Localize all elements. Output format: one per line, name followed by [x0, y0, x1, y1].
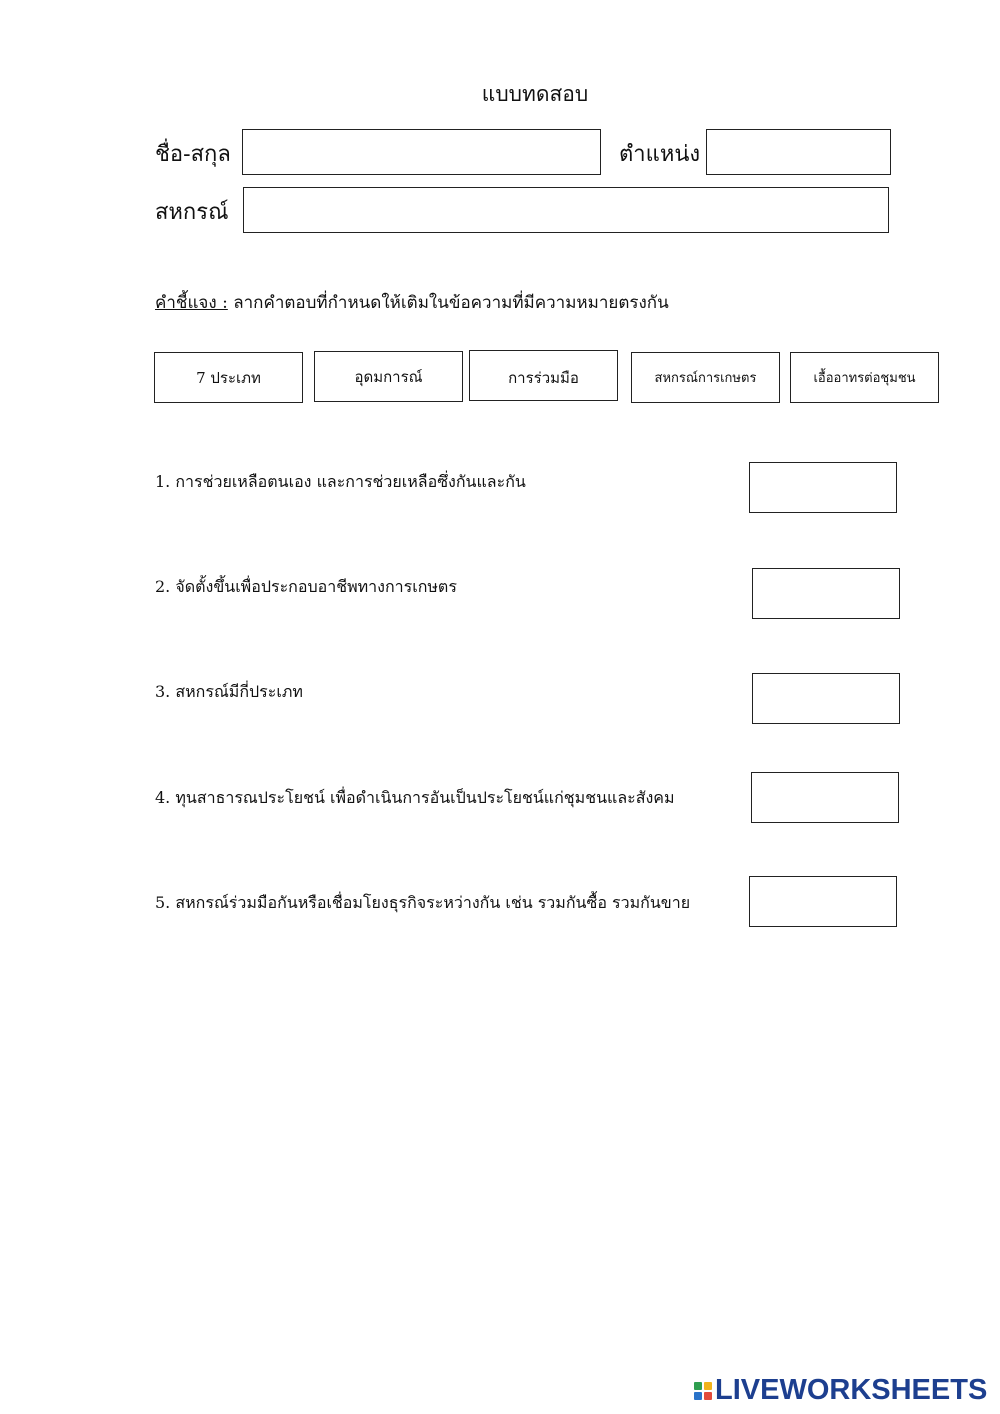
question-4: 4. ทุนสาธารณประโยชน์ เพื่อดำเนินการอันเป็นประโยชน์แก่ชุมชนและสังคม [155, 788, 675, 807]
choice-7-types[interactable]: 7 ประเภท [154, 352, 303, 403]
answer-drop-3[interactable] [752, 673, 900, 724]
page-title: แบบทดสอบ [481, 82, 589, 106]
question-2: 2. จัดตั้งขึ้นเพื่อประกอบอาชีพทางการเกษตร [155, 577, 457, 596]
coop-field[interactable] [243, 187, 889, 233]
position-field[interactable] [706, 129, 891, 175]
name-label: ชื่อ-สกุล [155, 142, 231, 167]
question-3: 3. สหกรณ์มีกี่ประเภท [155, 682, 303, 701]
name-field[interactable] [242, 129, 601, 175]
position-label: ตำแหน่ง [619, 142, 701, 167]
answer-drop-2[interactable] [752, 568, 900, 619]
answer-drop-5[interactable] [749, 876, 897, 927]
instruction-prefix: คำชี้แจง : [155, 293, 228, 313]
choice-community-care[interactable]: เอื้ออาทรต่อชุมชน [790, 352, 939, 403]
logo-square [704, 1392, 712, 1400]
liveworksheets-logo [694, 1374, 987, 1407]
logo-square [694, 1392, 702, 1400]
choice-ideology[interactable]: อุดมการณ์ [314, 351, 463, 402]
question-1: 1. การช่วยเหลือตนเอง และการช่วยเหลือซึ่งกันและกัน [155, 472, 526, 491]
logo-square [704, 1382, 712, 1390]
instruction [155, 289, 669, 316]
answer-drop-4[interactable] [751, 772, 899, 823]
logo-text: LIVEWORKSHEETS [715, 1374, 988, 1406]
question-5: 5. สหกรณ์ร่วมมือกันหรือเชื่อมโยงธุรกิจระหว่างกัน เช่น รวมกันซื้อ รวมกันขาย [155, 893, 691, 912]
choice-cooperation[interactable]: การร่วมมือ [469, 350, 618, 401]
coop-label: สหกรณ์ [155, 200, 229, 225]
choice-agri-coop[interactable]: สหกรณ์การเกษตร [631, 352, 780, 403]
instruction-text: ลากคำตอบที่กำหนดให้เติมในข้อความที่มีความหมายตรงกัน [227, 293, 669, 313]
logo-mark-icon [694, 1382, 712, 1400]
logo-square [694, 1382, 702, 1390]
answer-drop-1[interactable] [749, 462, 897, 513]
